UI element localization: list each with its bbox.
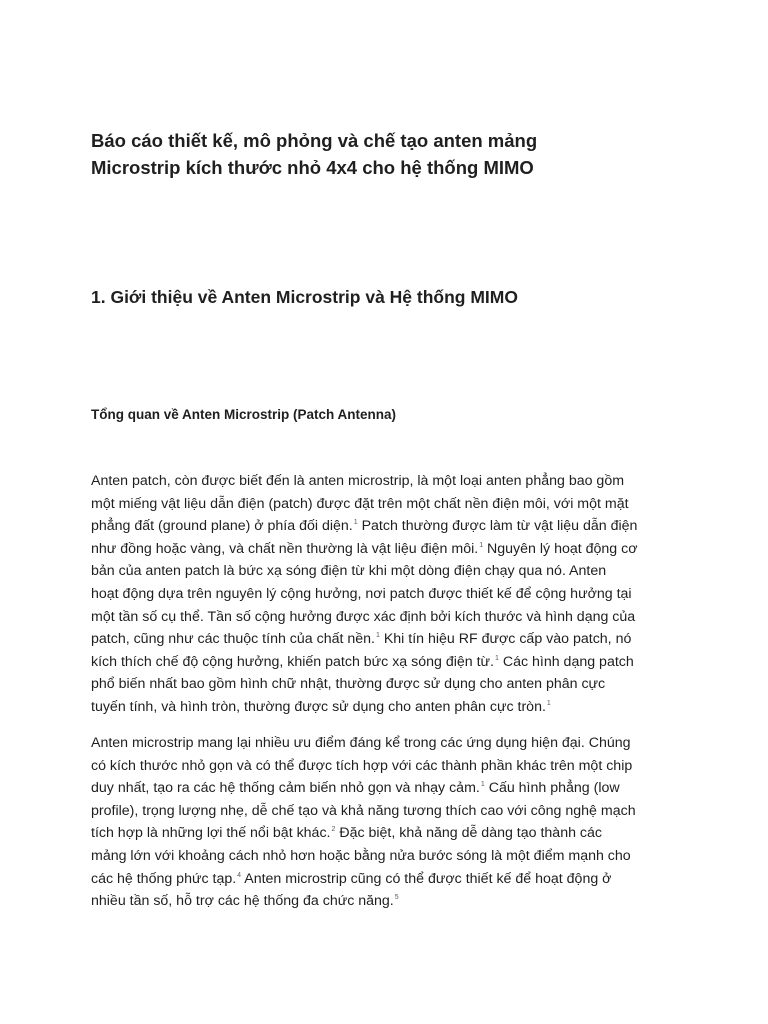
paragraph-line-text: Khi tín hiệu RF được cấp vào patch, nó (379, 631, 632, 648)
paragraph-line (91, 651, 681, 674)
paragraph-line (91, 777, 681, 800)
citation-reference[interactable]: 1 (480, 781, 485, 789)
paragraph-line (91, 470, 681, 493)
paragraph-line (91, 606, 681, 629)
paragraph-line-text: như đồng hoặc vàng, và chất nền thường là vật liệu điện môi. (91, 540, 479, 557)
document-title-line-1: Báo cáo thiết kế, mô phỏng và chế tạo anten mảng (91, 130, 538, 151)
citation-reference[interactable]: 1 (494, 654, 499, 662)
paragraph-line-text: phẳng đất (ground plane) ở phía đối diện. (91, 518, 353, 535)
paragraph-line-text: Anten microstrip cũng có thể được thiết kế để hoạt động ở (241, 870, 612, 887)
paragraph-line-text: các hệ thống phức tạp. (91, 870, 237, 887)
paragraph-line (91, 493, 681, 516)
document-title (91, 127, 691, 181)
paragraph-line-text: Đặc biệt, khả năng dễ dàng tạo thành các (335, 825, 602, 842)
paragraph-line (91, 755, 681, 778)
citation-reference[interactable]: 4 (237, 871, 242, 879)
subsection-heading: Tổng quan về Anten Microstrip (Patch Antenna) (91, 407, 397, 422)
citation-reference[interactable]: 1 (479, 541, 484, 549)
paragraph-line-text: tích hợp là những lợi thế nổi bật khác. (91, 825, 331, 842)
citation-reference[interactable]: 5 (394, 894, 399, 902)
paragraph-line (91, 560, 681, 583)
citation-reference[interactable]: 1 (375, 632, 380, 640)
citation-reference[interactable]: 2 (331, 826, 336, 834)
paragraph-line (91, 800, 681, 823)
paragraph-line (91, 538, 681, 561)
paragraph-line-text: một miếng vật liệu dẫn điện (patch) được đặt trên một chất nền điện môi, với một mặt (91, 495, 629, 512)
paragraph-line-text: Anten patch, còn được biết đến là anten microstrip, là một loại anten phẳng bao gồm (91, 473, 625, 489)
paragraph-line (91, 868, 681, 891)
section-heading: 1. Giới thiệu về Anten Microstrip và Hệ thống MIMO (91, 287, 518, 307)
paragraph-line (91, 822, 681, 845)
paragraph-line-text: duy nhất, tạo ra các hệ thống cảm biến nhỏ gọn và nhạy cảm. (91, 780, 480, 797)
paragraph-line (91, 732, 681, 755)
paragraph-line-text: kích thích chế độ cộng hưởng, khiến patch bức xạ sóng điện từ. (91, 653, 494, 670)
paragraph-line (91, 673, 681, 696)
paragraph-line-text: Nguyên lý hoạt động cơ (483, 540, 638, 557)
document-title-line-2: Microstrip kích thước nhỏ 4x4 cho hệ thống MIMO (91, 157, 534, 178)
paragraph-line (91, 583, 681, 606)
paragraph-line-text: một tần số cụ thể. Tần số cộng hưởng được xác định bởi kích thước và hình dạng của (91, 608, 636, 625)
citation-reference[interactable]: 1 (353, 519, 358, 527)
paragraph-line-text: Cấu hình phẳng (low (484, 780, 620, 797)
paragraph-line (91, 515, 681, 538)
paragraph-line-text: Anten microstrip mang lại nhiều ưu điểm đáng kể trong các ứng dụng hiện đại. Chúng (91, 735, 631, 751)
paragraph-line-text: mảng lớn với khoảng cách nhỏ hơn hoặc bằng nửa bước sóng là một điểm mạnh cho (91, 847, 631, 864)
paragraph-line-text: Các hình dạng patch (498, 653, 634, 670)
paragraph-line-text: tuyến tính, và hình tròn, thường được sử dụng cho anten phân cực tròn. (91, 698, 546, 715)
body-paragraph-1 (91, 470, 681, 719)
paragraph-line-text: patch, cũng như các thuộc tính của chất nền. (91, 631, 375, 648)
paragraph-line (91, 890, 681, 913)
body-paragraph-2 (91, 732, 681, 913)
paragraph-line (91, 696, 681, 719)
paragraph-line (91, 628, 681, 651)
paragraph-line-text: bản của anten patch là bức xạ sóng điện từ khi một dòng điện chạy qua nó. Anten (91, 563, 607, 580)
paragraph-line-text: phổ biến nhất bao gồm hình chữ nhật, thường được sử dụng cho anten phân cực (91, 676, 606, 693)
citation-reference[interactable]: 1 (546, 699, 551, 707)
paragraph-line-text: Patch thường được làm từ vật liệu dẫn điện (357, 518, 638, 535)
paragraph-line-text: nhiều tần số, hỗ trợ các hệ thống đa chức năng. (91, 893, 394, 910)
paragraph-line-text: hoạt động dựa trên nguyên lý cộng hưởng, nơi patch được thiết kế để cộng hưởng tại (91, 585, 632, 602)
paragraph-line-text: có kích thước nhỏ gọn và có thể được tích hợp với các thành phần khác trên một chip (91, 757, 633, 774)
paragraph-line-text: profile), trọng lượng nhẹ, dễ chế tạo và khả năng tương thích cao với công nghệ mạch (91, 802, 636, 819)
paragraph-line (91, 845, 681, 868)
